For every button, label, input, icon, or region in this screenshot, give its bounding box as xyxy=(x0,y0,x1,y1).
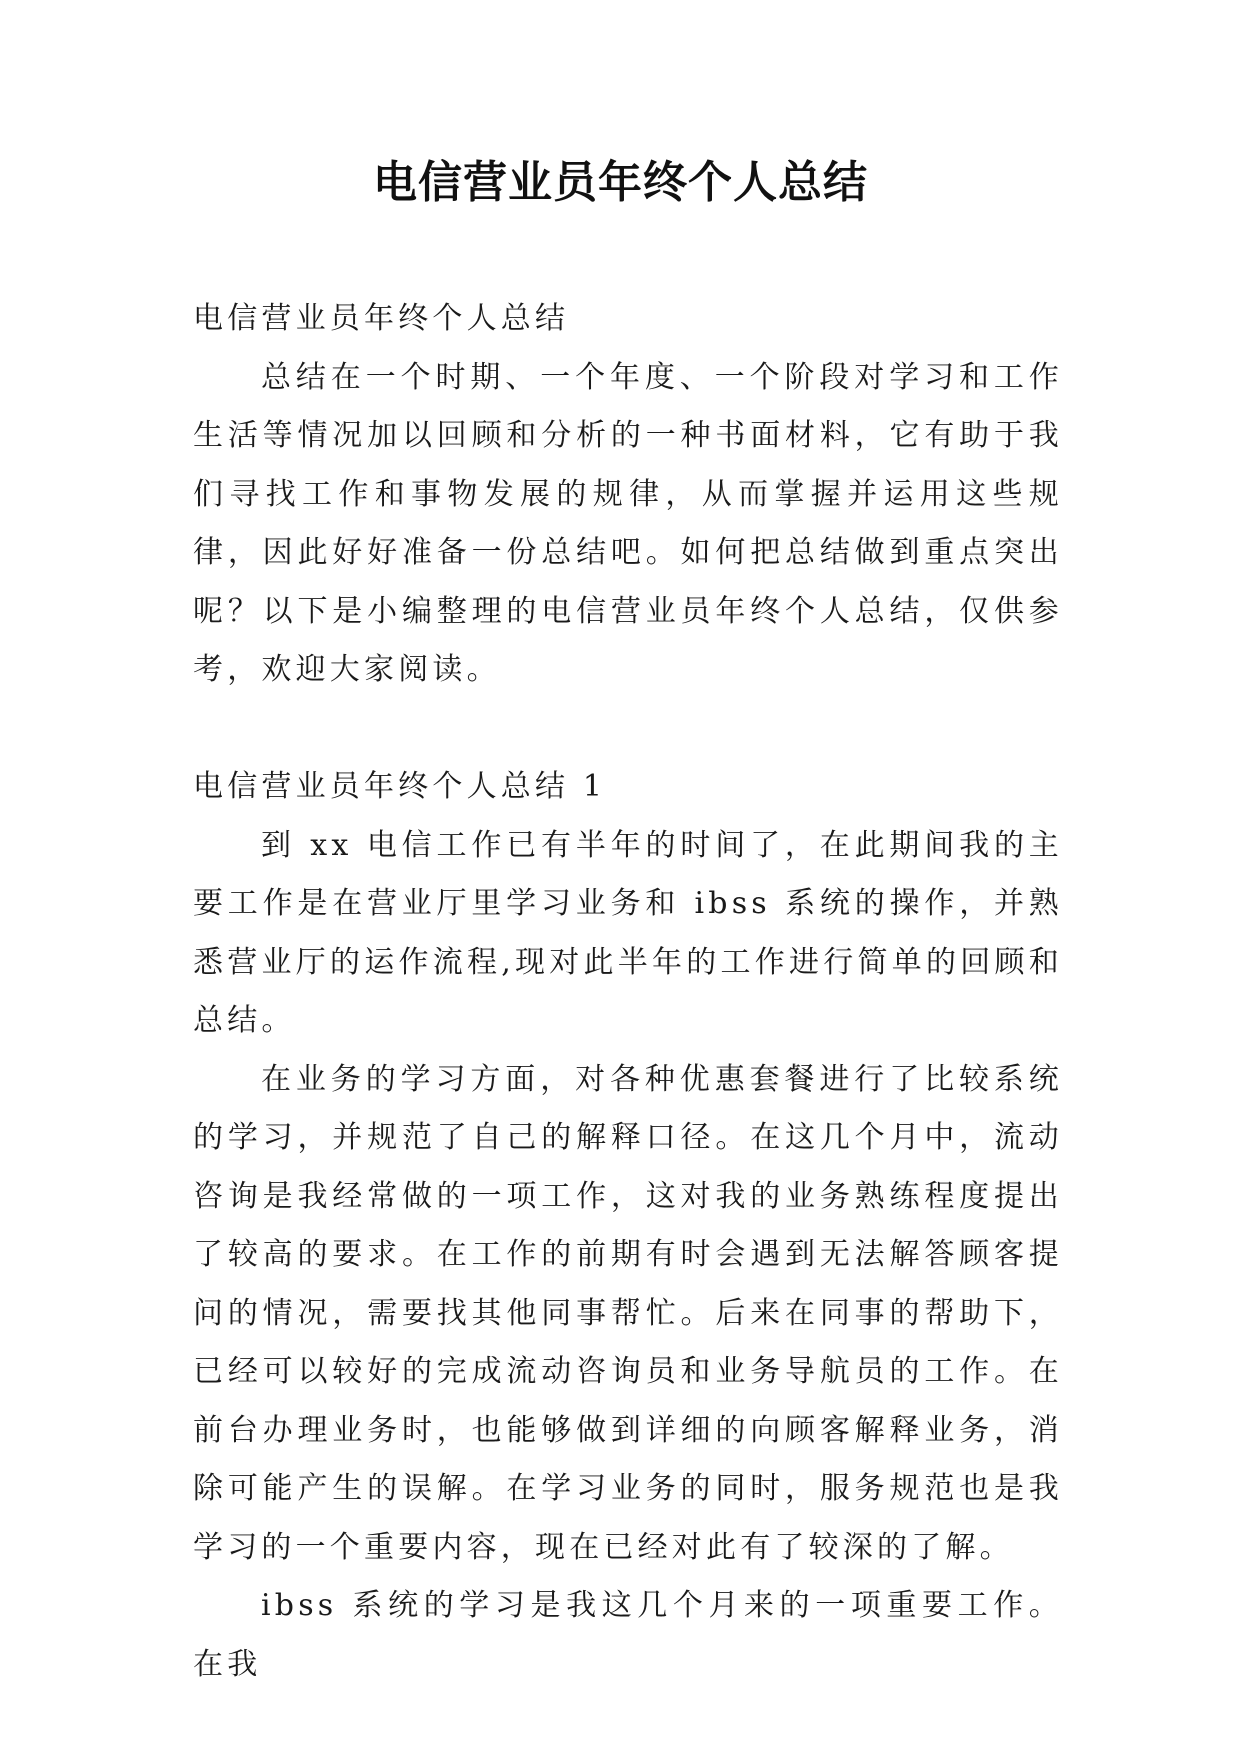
blank-line xyxy=(193,700,1063,759)
section-heading-1: 电信营业员年终个人总结 1 xyxy=(193,769,607,804)
document-title: 电信营业员年终个人总结 xyxy=(373,157,868,208)
subtitle-heading: 电信营业员年终个人总结 xyxy=(193,301,570,336)
document-body xyxy=(193,290,1063,1694)
body-paragraph: ibss 系统的学习是我这几个月来的一项重要工作。在我 xyxy=(193,1588,1063,1682)
body-paragraph: 在业务的学习方面，对各种优惠套餐进行了比较系统的学习，并规范了自己的解释口径。在这几个月中，流动咨询是我经常做的一项工作，这对我的业务熟练程度提出了较高的要求。在工作的前期有时会遇到无法解答顾客提问的情况，需要找其他同事帮忙。后来在同事的帮助下，已经可以较好的完成流动咨询员和业务导航员的工作。在前台办理业务时，也能够做到详细的向顾客解释业务，消除可能产生的误解。在学习业务的同时，服务规范也是我学习的一个重要内容，现在已经对此有了较深的了解。 xyxy=(193,1061,1063,1565)
body-paragraph: 到 xx 电信工作已有半年的时间了，在此期间我的主要工作是在营业厅里学习业务和 ibss 系统的操作，并熟悉营业厅的运作流程,现对此半年的工作进行简单的回顾和总结。 xyxy=(193,827,1063,1038)
intro-paragraph: 总结在一个时期、一个年度、一个阶段对学习和工作生活等情况加以回顾和分析的一种书面材料，它有助于我们寻找工作和事物发展的规律，从而掌握并运用这些规律，因此好好准备一份总结吧。如何把总结做到重点突出呢？以下是小编整理的电信营业员年终个人总结，仅供参考，欢迎大家阅读。 xyxy=(193,359,1063,687)
